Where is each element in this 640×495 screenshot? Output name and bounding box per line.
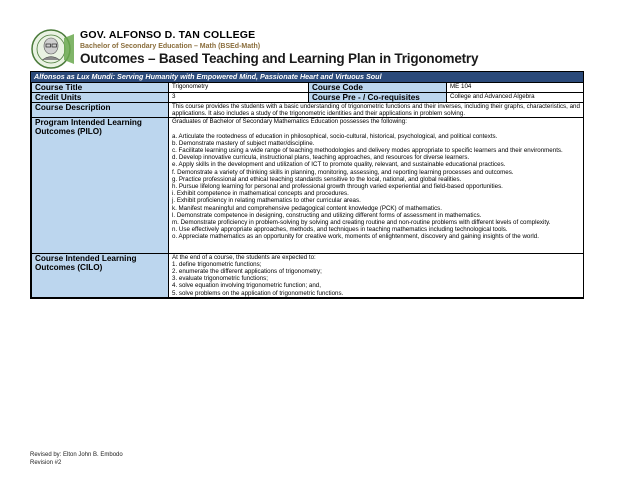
credit-units-label: Credit Units — [32, 93, 169, 103]
cilo-label: Course Intended Learning Outcomes (CILO) — [32, 253, 169, 297]
revision-number: Revision #2 — [30, 460, 62, 466]
list-item: a. Articulate the rootedness of education in philosophical, socio-cultural, historical, psychological, and political contexts. — [172, 132, 498, 140]
course-description-label: Course Description — [32, 103, 169, 118]
list-item: j. Exhibit proficiency in relating mathematics to other curricular areas. — [172, 197, 361, 205]
list-item: n. Use effectively appropriate approaches, methods, and techniques in teaching mathematics including technological tools. — [172, 226, 508, 234]
pilo-intro: Graduates of Bachelor of Secondary Mathematics Education possesses the following: — [172, 118, 407, 126]
list-item: 4. solve equation involving trigonometric function; and, — [172, 282, 321, 290]
list-item: f. Demonstrate a variety of thinking skills in planning, monitoring, assessing, and reporting learning processes and outcomes. — [172, 168, 514, 176]
list-item: o. Appreciate mathematics as an opportunity for creative work, moments of enlightenment, discovery and gaining insights of the world. — [172, 233, 539, 241]
course-description-row — [32, 103, 584, 118]
list-item: 2. enumerate the different applications of trigonometry; — [172, 268, 322, 276]
motto-banner: Alfonsos as Lux Mundi: Serving Humanity with Empowered Mind, Passionate Heart and Virtuous Soul — [31, 72, 583, 82]
list-item: m. Demonstrate proficiency in problem-solving by solving and creating routine and non-routine problems with different levels of complexity. — [172, 219, 551, 227]
revision-footer — [30, 451, 123, 467]
list-item: d. Develop innovative curricula, instructional plans, teaching approaches, and resources for diverse learners. — [172, 154, 470, 162]
list-item: e. Apply skills in the development and utilization of ICT to promote quality, relevant, and sustainable educational practices. — [172, 161, 506, 169]
list-item: 1. define trigonometric functions; — [172, 260, 262, 268]
list-item: l. Demonstrate competence in designing, constructing and utilizing different forms of assessment in mathematics. — [172, 211, 482, 219]
credit-units-row — [32, 93, 584, 103]
prerequisites-value: College and Advanced Algebra — [447, 93, 584, 103]
course-title-row — [32, 83, 584, 93]
revised-by: Revised by: Elton John B. Embodo — [30, 452, 123, 458]
list-item: h. Pursue lifelong learning for personal and professional growth through varied experiential and field-based opportunities. — [172, 183, 503, 191]
pilo-content — [169, 118, 584, 253]
course-code-value: ME 104 — [447, 83, 584, 93]
college-logo — [30, 28, 76, 70]
list-item: k. Manifest meaningful and comprehensive pedagogical content knowledge (PCK) of mathematics. — [172, 204, 442, 212]
list-item: 3. evaluate trigonometric functions; — [172, 275, 268, 283]
course-code-label: Course Code — [309, 83, 447, 93]
list-item: g. Practice professional and ethical teaching standards sensitive to the local, national, and global realities. — [172, 175, 462, 183]
pilo-row — [32, 118, 584, 253]
course-info-table — [31, 82, 584, 298]
program-name: Bachelor of Secondary Education – Math (BSEd-Math) — [80, 43, 261, 50]
obtl-plan-table — [30, 71, 584, 299]
course-description-value: This course provides the students with a basic understanding of trigonometric functions and their inverses, including their graphs, characteristics, and applications. It also includes a study of the trigonometric identities and their applications in problem solving. — [169, 103, 584, 118]
course-title-value: Trigonometry — [169, 83, 309, 93]
course-title-label: Course Title — [32, 83, 169, 93]
cilo-content — [169, 253, 584, 297]
cilo-row — [32, 253, 584, 297]
list-item: c. Facilitate learning using a wide range of teaching methodologies and delivery modes appropriate to specific learners and their environments. — [172, 147, 563, 155]
pilo-label: Program Intended Learning Outcomes (PILO) — [32, 118, 169, 253]
list-item: b. Demonstrate mastery of subject matter/discipline. — [172, 139, 315, 147]
list-item: 5. solve problems on the application of trigonometric functions. — [172, 289, 344, 297]
cilo-intro: At the end of a course, the students are expected to: — [172, 253, 316, 261]
list-item: i. Exhibit competence in mathematical concepts and procedures. — [172, 190, 349, 198]
college-name: GOV. ALFONSO D. TAN COLLEGE — [80, 29, 256, 41]
prerequisites-label: Course Pre - / Co-requisites — [309, 93, 447, 103]
page-title: Outcomes – Based Teaching and Learning Plan in Trigonometry — [80, 51, 479, 66]
credit-units-value: 3 — [169, 93, 309, 103]
